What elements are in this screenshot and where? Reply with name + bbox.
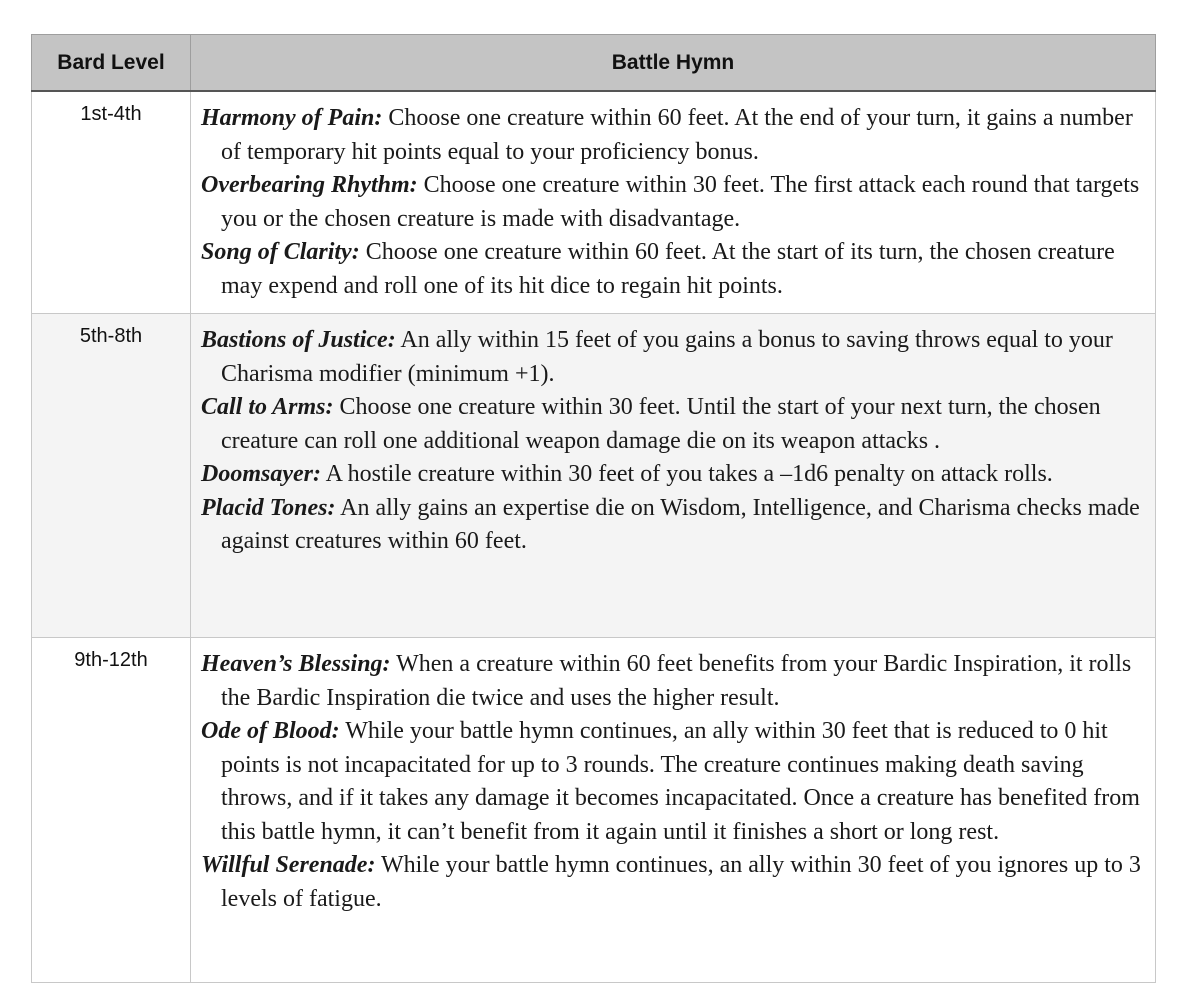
table-row <box>32 638 1156 983</box>
hymn-name: Heaven’s Blessing: <box>201 651 391 677</box>
hymn-entry <box>201 492 1141 559</box>
table-header-row <box>32 35 1156 92</box>
hymn-name: Bastions of Justice: <box>201 327 396 353</box>
hymn-description: While your battle hymn continues, an ally within 30 feet that is reduced to 0 hit points is not incapacitated for up to 3 rounds. The creature continues making death saving throws, and if it takes any damage it becomes incapacitated. Once a creature has benefited from this battle hymn, it can’t benefit from it again until it finishes a short or long rest. <box>221 718 1140 845</box>
hymn-description: Choose one creature within 60 feet. At the start of its turn, the chosen creature may expend and roll one of its hit dice to regain hit points. <box>221 239 1115 299</box>
hymn-entry <box>201 236 1141 303</box>
hymn-name: Doomsayer: <box>201 461 321 487</box>
hymn-name: Song of Clarity: <box>201 239 360 265</box>
hymn-description: Choose one creature within 30 feet. Until the start of your next turn, the chosen creature can roll one additional weapon damage die on its weapon attacks . <box>221 394 1101 454</box>
hymn-entry <box>201 391 1141 458</box>
hymn-description: An ally within 15 feet of you gains a bonus to saving throws equal to your Charisma modifier (minimum +1). <box>221 327 1113 387</box>
header-battle-hymn: Battle Hymn <box>191 35 1156 92</box>
table-row <box>32 91 1156 314</box>
hymn-entry <box>201 324 1141 391</box>
battle-hymn-table-container <box>31 34 1155 983</box>
hymn-description: An ally gains an expertise die on Wisdom, Intelligence, and Charisma checks made against creatures within 60 feet. <box>221 494 1140 554</box>
hymn-entry <box>201 102 1141 169</box>
battle-hymn-table <box>31 34 1156 983</box>
hymn-cell <box>191 91 1156 314</box>
hymn-name: Call to Arms: <box>201 394 334 420</box>
hymn-name: Overbearing Rhythm: <box>201 172 418 198</box>
hymn-name: Willful Serenade: <box>201 852 376 878</box>
header-bard-level: Bard Level <box>32 35 191 92</box>
hymn-entry <box>201 648 1141 715</box>
hymn-cell <box>191 638 1156 983</box>
hymn-entry <box>201 849 1141 916</box>
hymn-description: A hostile creature within 30 feet of you takes a –1d6 penalty on attack rolls. <box>320 461 1053 487</box>
level-cell: 5th-8th <box>32 314 191 638</box>
hymn-entry <box>201 715 1141 849</box>
hymn-entry <box>201 458 1141 492</box>
hymn-name: Placid Tones: <box>201 494 336 521</box>
level-cell: 9th-12th <box>32 638 191 983</box>
hymn-name: Harmony of Pain: <box>201 105 383 131</box>
hymn-entry <box>201 169 1141 236</box>
hymn-cell <box>191 314 1156 638</box>
hymn-description: Choose one creature within 30 feet. The first attack each round that targets you or the chosen creature is made with disadvantage. <box>221 172 1140 232</box>
hymn-description: While your battle hymn continues, an ally within 30 feet of you ignores up to 3 levels of fatigue. <box>221 852 1141 912</box>
hymn-description: Choose one creature within 60 feet. At the end of your turn, it gains a number of temporary hit points equal to your proficiency bonus. <box>221 105 1133 165</box>
hymn-description: When a creature within 60 feet benefits from your Bardic Inspiration, it rolls the Bardic Inspiration die twice and uses the higher result. <box>221 651 1132 711</box>
table-row <box>32 314 1156 638</box>
hymn-name: Ode of Blood: <box>201 718 340 744</box>
level-cell: 1st-4th <box>32 91 191 314</box>
